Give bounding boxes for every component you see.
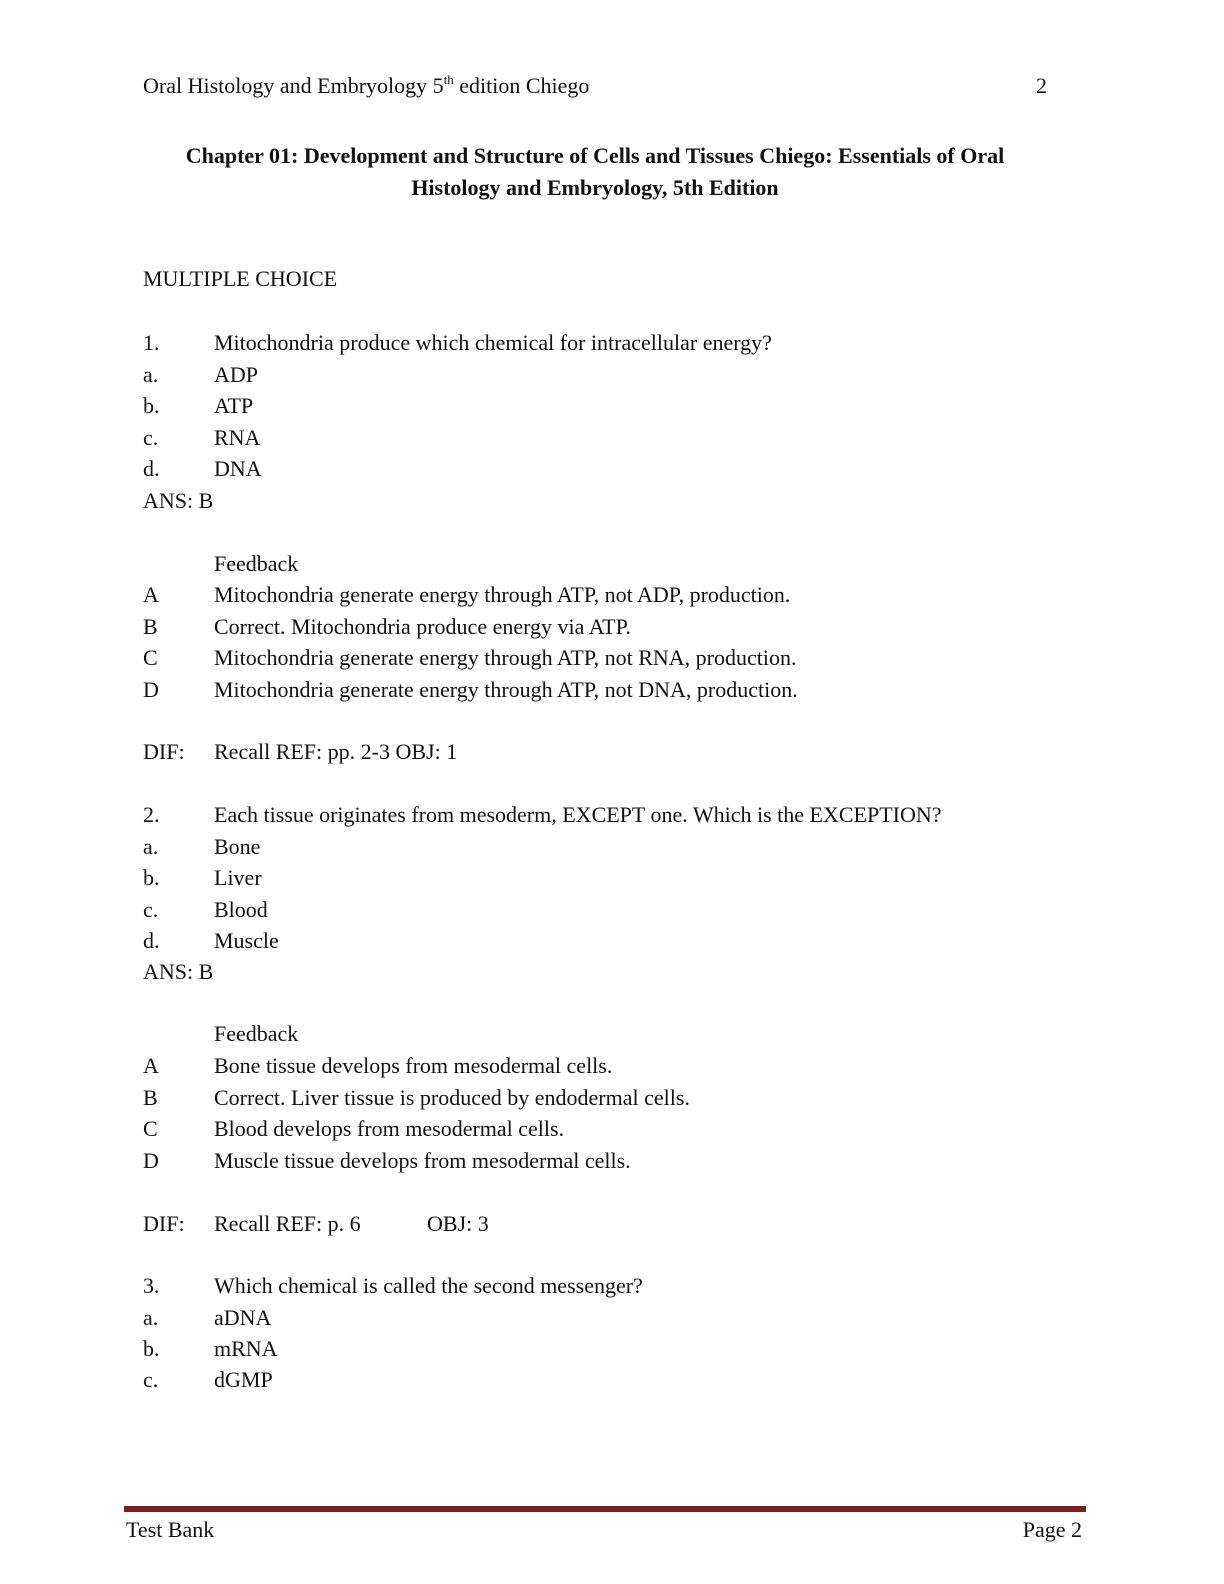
footer-rule bbox=[124, 1506, 1086, 1512]
question-number: 2. bbox=[143, 802, 160, 827]
page-footer bbox=[126, 1515, 1082, 1545]
feedback-letter: B bbox=[143, 1085, 158, 1110]
dif-text: Recall REF: pp. 2-3 OBJ: 1 bbox=[214, 739, 458, 764]
option-letter: a. bbox=[143, 1304, 159, 1330]
section-heading: MULTIPLE CHOICE bbox=[143, 266, 338, 291]
option-text: Liver bbox=[214, 865, 262, 890]
option-text: Muscle bbox=[214, 928, 279, 953]
option-letter: d. bbox=[143, 928, 160, 953]
option-letter: c. bbox=[143, 424, 159, 450]
feedback-text: Muscle tissue develops from mesodermal cells. bbox=[214, 1148, 631, 1173]
feedback-letter: B bbox=[143, 613, 158, 639]
feedback-text: Mitochondria generate energy through ATP, not ADP, production. bbox=[214, 582, 791, 607]
feedback-text: Mitochondria generate energy through ATP, not RNA, production. bbox=[214, 645, 797, 670]
option-text: dGMP bbox=[214, 1367, 273, 1392]
feedback-letter: C bbox=[143, 645, 158, 670]
option-text: ADP bbox=[214, 361, 259, 387]
footer-page-label: Page 2 bbox=[1022, 1517, 1082, 1542]
answer-text: ANS: B bbox=[143, 959, 214, 984]
header-title bbox=[143, 70, 589, 102]
question-text: Each tissue originates from mesoderm, EXCEPT one. Which is the EXCEPTION? bbox=[214, 802, 942, 827]
feedback-letter: D bbox=[143, 676, 159, 702]
header-title-main: Oral Histology and Embryology 5 bbox=[143, 73, 444, 98]
feedback-label: Feedback bbox=[214, 550, 299, 576]
feedback-text: Blood develops from mesodermal cells. bbox=[214, 1116, 565, 1141]
dif-text: Recall REF: p. 6 bbox=[214, 1211, 361, 1236]
answer-text: ANS: B bbox=[143, 487, 214, 513]
option-letter: d. bbox=[143, 456, 160, 481]
question-number: 1. bbox=[143, 330, 160, 355]
feedback-text: Mitochondria generate energy through ATP, not DNA, production. bbox=[214, 676, 798, 702]
option-letter: b. bbox=[143, 865, 160, 890]
feedback-label: Feedback bbox=[214, 1021, 299, 1046]
option-text: aDNA bbox=[214, 1304, 272, 1330]
option-text: Bone bbox=[214, 833, 261, 859]
option-text: Blood bbox=[214, 896, 268, 922]
option-text: DNA bbox=[214, 456, 262, 481]
feedback-text: Correct. Mitochondria produce energy via ATP. bbox=[214, 613, 631, 639]
question-number: 3. bbox=[143, 1273, 160, 1298]
page-header bbox=[143, 70, 1047, 102]
dif-objective: OBJ: 3 bbox=[427, 1211, 489, 1236]
option-letter: a. bbox=[143, 361, 159, 387]
feedback-text: Correct. Liver tissue is produced by endodermal cells. bbox=[214, 1085, 690, 1110]
chapter-title: Chapter 01: Development and Structure of Cells and Tissues Chiego: Essentials of Oral Histology and Embryology, 5th Edition bbox=[185, 143, 1005, 200]
option-letter: b. bbox=[143, 393, 160, 418]
question-text: Mitochondria produce which chemical for intracellular energy? bbox=[214, 330, 772, 355]
option-letter: c. bbox=[143, 896, 159, 922]
header-title-rest: edition Chiego bbox=[453, 73, 590, 98]
dif-label: DIF: bbox=[143, 1211, 185, 1236]
feedback-text: Bone tissue develops from mesodermal cells. bbox=[214, 1053, 613, 1078]
question-text: Which chemical is called the second messenger? bbox=[214, 1273, 643, 1298]
option-text: RNA bbox=[214, 424, 261, 450]
feedback-letter: C bbox=[143, 1116, 158, 1141]
option-text: mRNA bbox=[214, 1336, 278, 1361]
header-page-number: 2 bbox=[1036, 73, 1047, 98]
dif-label: DIF: bbox=[143, 739, 185, 764]
option-text: ATP bbox=[214, 393, 254, 418]
header-title-superscript: th bbox=[443, 72, 454, 87]
option-letter: c. bbox=[143, 1367, 159, 1392]
feedback-letter: A bbox=[143, 1053, 159, 1078]
feedback-letter: A bbox=[143, 582, 159, 607]
option-letter: b. bbox=[143, 1336, 160, 1361]
feedback-letter: D bbox=[143, 1148, 159, 1173]
option-letter: a. bbox=[143, 833, 159, 859]
footer-left-text: Test Bank bbox=[126, 1517, 215, 1542]
